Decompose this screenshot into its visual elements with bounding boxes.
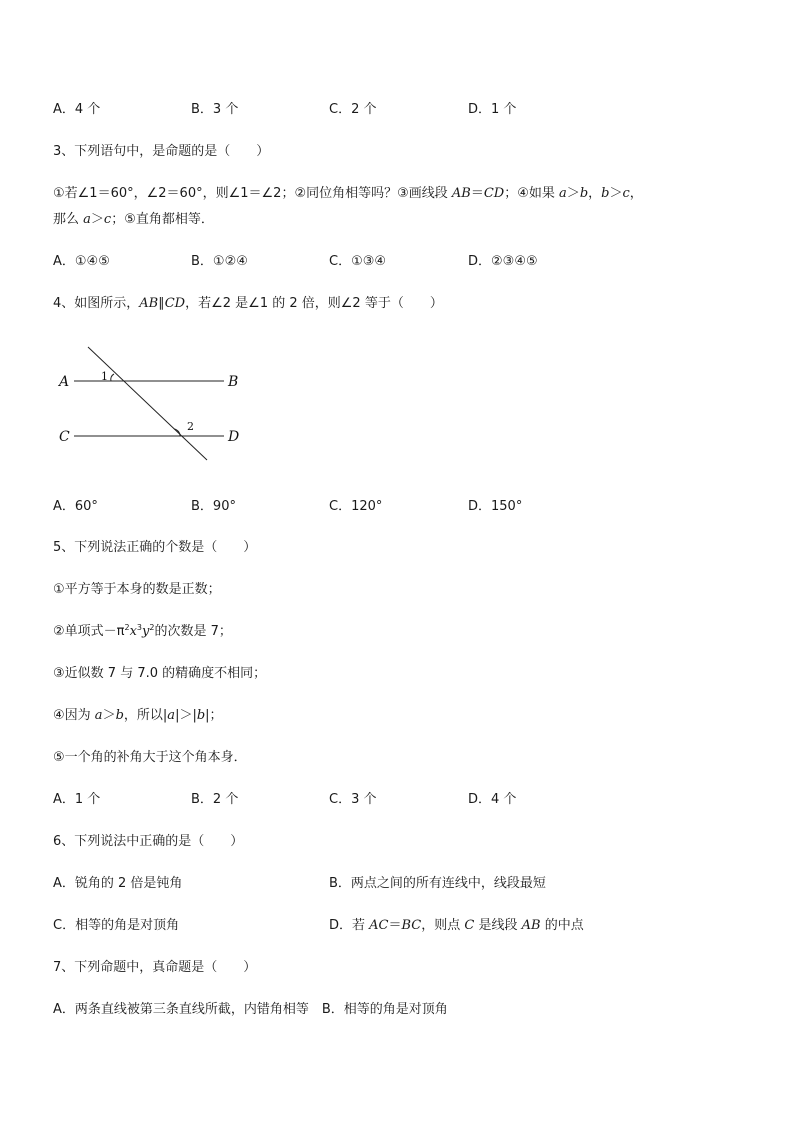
q3-option-a: A．①④⑤ [53,254,110,269]
q3-option-c: C．①③④ [329,254,387,269]
q3-statement-line2: 那么 a＞c；⑤直角都相等． [53,212,214,227]
label-a: A [59,374,70,390]
q5-statement-2: ②单项式$-\pi^2x^3y^2$的次数是 7； [53,623,232,639]
q5-statement-1: ①平方等于本身的数是正数； [53,582,221,597]
label-b: B [228,374,239,390]
q4-option-d: D．150° [468,499,523,514]
transversal-line [88,347,207,460]
q2-option-b: B．3 个 [191,102,239,117]
q5-option-a: A．1 个 [53,792,101,807]
q5-option-b: B．2 个 [191,792,239,807]
angle-1-label: 1 [101,370,108,383]
q2-option-d: D．1 个 [468,102,517,117]
label-d: D [228,429,240,445]
q3-option-d: D．②③④⑤ [468,254,538,269]
angle-1-arc [111,374,114,381]
q5-statement-5: ⑤一个角的补角大于这个角本身． [53,750,247,765]
q7-options-line: A．两条直线被第三条直线所截，内错角相等 B．相等的角是对顶角 [53,1002,448,1017]
q6-option-a: A．锐角的 2 倍是钝角 [53,876,183,891]
q4-option-b: B．90° [191,499,236,514]
q5-stem: 5、下列说法正确的个数是（ ） [53,540,257,555]
q4-option-a: A．60° [53,499,98,514]
q4-stem: 4、如图所示，AB∥CD，若∠2 是∠1 的 2 倍，则∠2 等于（ ） [53,296,443,311]
q5-statement-4: ④因为 a＞b，所以|a|＞|b|； [53,708,223,723]
q7-stem: 7、下列命题中，真命题是（ ） [53,960,257,975]
angle-2-label: 2 [187,420,194,433]
q6-option-b: B．两点之间的所有连线中，线段最短 [329,876,546,891]
q3-option-b: B．①②④ [191,254,248,269]
parallel-lines-figure [50,340,250,470]
q5-statement-3: ③近似数 7 与 7.0 的精确度不相同； [53,666,267,681]
q2-option-c: C．2 个 [329,102,377,117]
label-c: C [59,429,70,445]
q3-stem: 3、下列语句中，是命题的是（ ） [53,144,270,159]
q2-option-a: A．4 个 [53,102,101,117]
q6-stem: 6、下列说法中正确的是（ ） [53,834,244,849]
q6-option-d: D．若 AC＝BC，则点 C 是线段 AB 的中点 [329,918,584,933]
q4-option-c: C．120° [329,499,383,514]
q5-option-d: D．4 个 [468,792,517,807]
q6-option-c: C．相等的角是对顶角 [53,918,180,933]
q5-option-c: C．3 个 [329,792,377,807]
q3-statement-line1: ①若∠1＝60°，∠2＝60°，则∠1＝∠2；②同位角相等吗？③画线段 AB＝CD；④如果 a＞b，b＞c， [53,186,643,201]
